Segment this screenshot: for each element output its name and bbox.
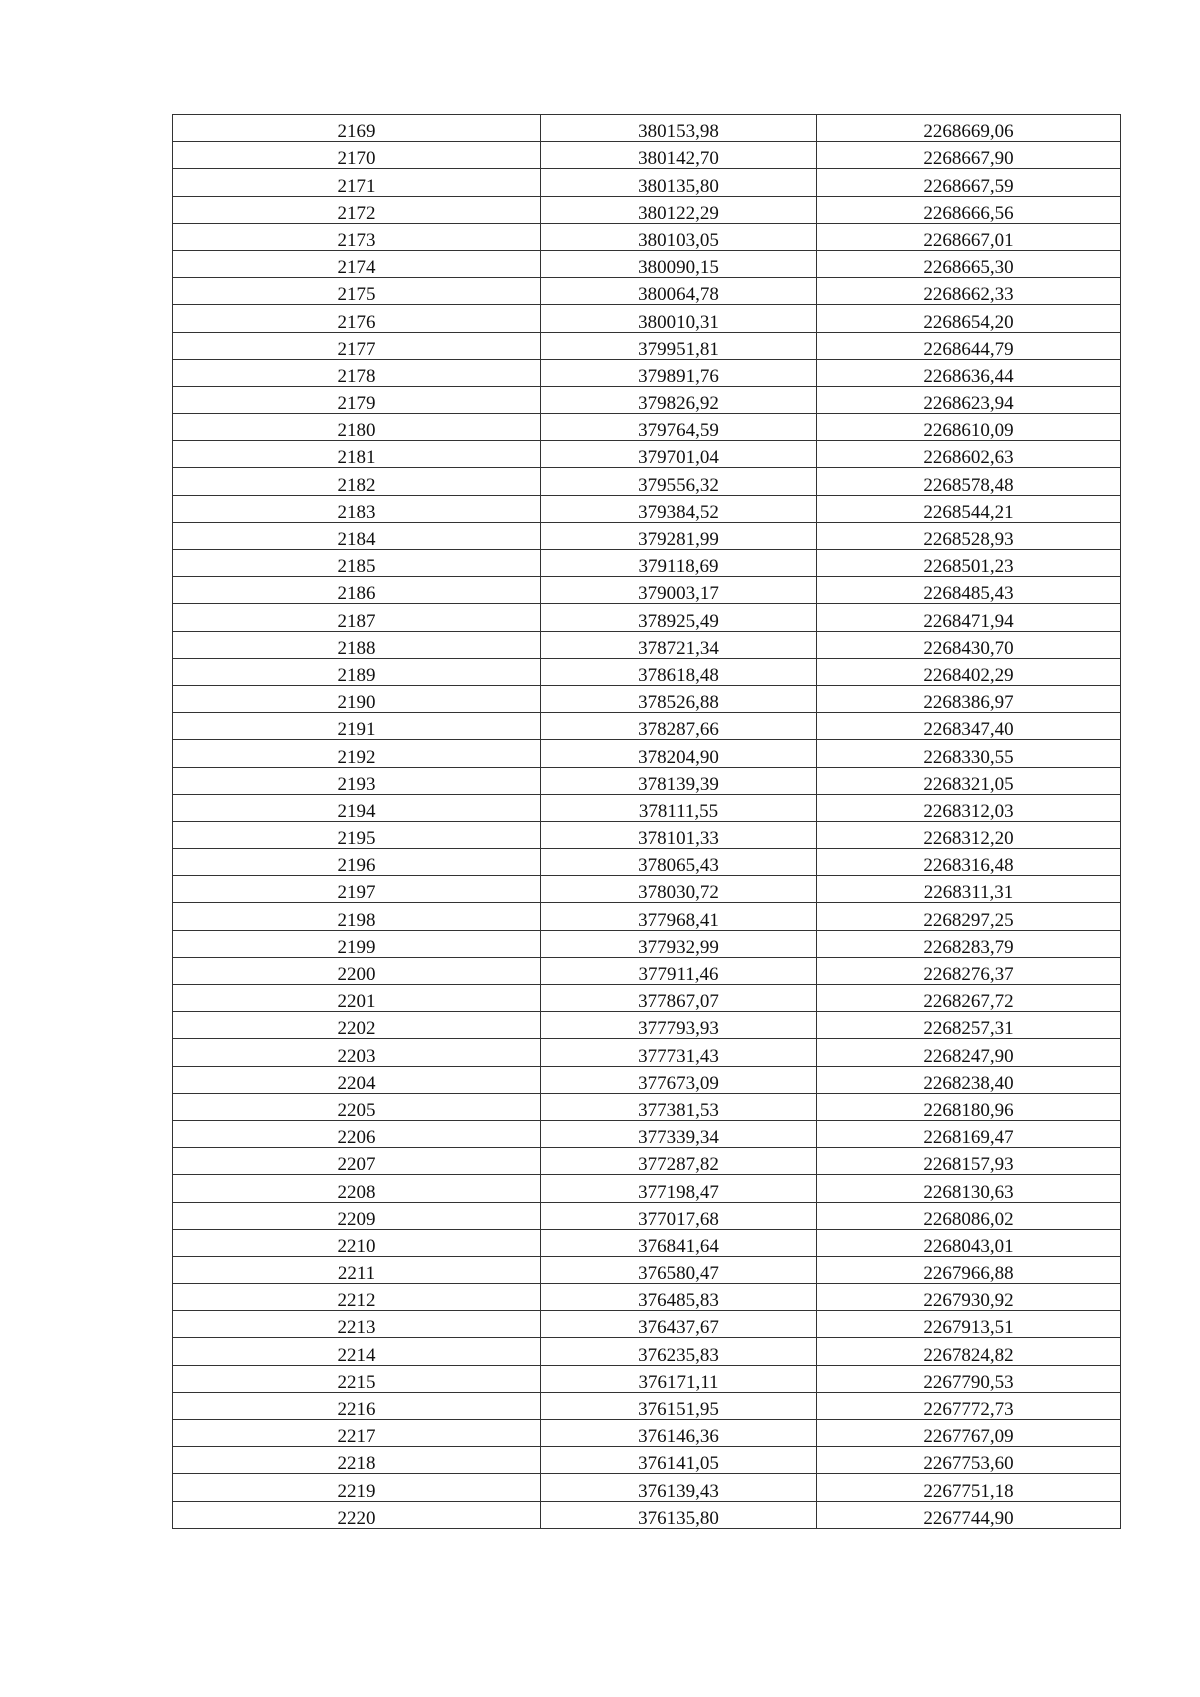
x-coordinate-cell: 376139,43: [541, 1474, 817, 1501]
x-coordinate-cell: 378204,90: [541, 740, 817, 767]
x-coordinate-cell: 380122,29: [541, 196, 817, 223]
y-coordinate-cell: 2268610,09: [817, 414, 1121, 441]
x-coordinate-cell: 379281,99: [541, 522, 817, 549]
y-coordinate-cell: 2268267,72: [817, 985, 1121, 1012]
x-coordinate-cell: 377867,07: [541, 985, 817, 1012]
y-coordinate-cell: 2268386,97: [817, 685, 1121, 712]
point-number-cell: 2183: [173, 495, 541, 522]
table-row: [173, 305, 1121, 332]
point-number-cell: 2211: [173, 1256, 541, 1283]
y-coordinate-cell: 2267824,82: [817, 1338, 1121, 1365]
point-number-cell: 2179: [173, 386, 541, 413]
y-coordinate-cell: 2268276,37: [817, 957, 1121, 984]
y-coordinate-cell: 2268666,56: [817, 196, 1121, 223]
point-number-cell: 2173: [173, 223, 541, 250]
point-number-cell: 2197: [173, 876, 541, 903]
table-row: [173, 468, 1121, 495]
table-row: [173, 115, 1121, 142]
x-coordinate-cell: 377731,43: [541, 1039, 817, 1066]
y-coordinate-cell: 2267744,90: [817, 1501, 1121, 1528]
y-coordinate-cell: 2268623,94: [817, 386, 1121, 413]
point-number-cell: 2213: [173, 1311, 541, 1338]
point-number-cell: 2219: [173, 1474, 541, 1501]
table-row: [173, 1148, 1121, 1175]
table-row: [173, 1256, 1121, 1283]
point-number-cell: 2205: [173, 1093, 541, 1120]
table-row: [173, 1338, 1121, 1365]
x-coordinate-cell: 377198,47: [541, 1175, 817, 1202]
table-row: [173, 278, 1121, 305]
table-row: [173, 821, 1121, 848]
y-coordinate-cell: 2268283,79: [817, 930, 1121, 957]
x-coordinate-cell: 377017,68: [541, 1202, 817, 1229]
table-row: [173, 876, 1121, 903]
table-row: [173, 223, 1121, 250]
table-row: [173, 794, 1121, 821]
point-number-cell: 2217: [173, 1420, 541, 1447]
y-coordinate-cell: 2268130,63: [817, 1175, 1121, 1202]
point-number-cell: 2220: [173, 1501, 541, 1528]
point-number-cell: 2176: [173, 305, 541, 332]
x-coordinate-cell: 379701,04: [541, 441, 817, 468]
y-coordinate-cell: 2268316,48: [817, 849, 1121, 876]
table-row: [173, 1311, 1121, 1338]
x-coordinate-cell: 379764,59: [541, 414, 817, 441]
x-coordinate-cell: 378287,66: [541, 713, 817, 740]
y-coordinate-cell: 2268312,20: [817, 821, 1121, 848]
y-coordinate-cell: 2268311,31: [817, 876, 1121, 903]
point-number-cell: 2206: [173, 1120, 541, 1147]
point-number-cell: 2189: [173, 658, 541, 685]
table-row: [173, 250, 1121, 277]
table-row: [173, 1392, 1121, 1419]
point-number-cell: 2174: [173, 250, 541, 277]
x-coordinate-cell: 379556,32: [541, 468, 817, 495]
x-coordinate-cell: 376151,95: [541, 1392, 817, 1419]
y-coordinate-cell: 2268043,01: [817, 1229, 1121, 1256]
point-number-cell: 2203: [173, 1039, 541, 1066]
x-coordinate-cell: 377339,34: [541, 1120, 817, 1147]
y-coordinate-cell: 2268644,79: [817, 332, 1121, 359]
y-coordinate-cell: 2268471,94: [817, 604, 1121, 631]
table-row: [173, 985, 1121, 1012]
point-number-cell: 2177: [173, 332, 541, 359]
point-number-cell: 2170: [173, 142, 541, 169]
point-number-cell: 2184: [173, 522, 541, 549]
x-coordinate-cell: 379118,69: [541, 550, 817, 577]
y-coordinate-cell: 2268662,33: [817, 278, 1121, 305]
point-number-cell: 2200: [173, 957, 541, 984]
x-coordinate-cell: 380103,05: [541, 223, 817, 250]
x-coordinate-cell: 377673,09: [541, 1066, 817, 1093]
y-coordinate-cell: 2268312,03: [817, 794, 1121, 821]
point-number-cell: 2194: [173, 794, 541, 821]
point-number-cell: 2215: [173, 1365, 541, 1392]
table-row: [173, 957, 1121, 984]
table-row: [173, 658, 1121, 685]
table-row: [173, 740, 1121, 767]
point-number-cell: 2207: [173, 1148, 541, 1175]
point-number-cell: 2175: [173, 278, 541, 305]
table-row: [173, 577, 1121, 604]
x-coordinate-cell: 380135,80: [541, 169, 817, 196]
table-row: [173, 1501, 1121, 1528]
y-coordinate-cell: 2267913,51: [817, 1311, 1121, 1338]
y-coordinate-cell: 2268544,21: [817, 495, 1121, 522]
point-number-cell: 2188: [173, 631, 541, 658]
table-row: [173, 1447, 1121, 1474]
point-number-cell: 2204: [173, 1066, 541, 1093]
table-row: [173, 441, 1121, 468]
x-coordinate-cell: 378925,49: [541, 604, 817, 631]
y-coordinate-cell: 2267772,73: [817, 1392, 1121, 1419]
table-row: [173, 849, 1121, 876]
y-coordinate-cell: 2268157,93: [817, 1148, 1121, 1175]
x-coordinate-cell: 380010,31: [541, 305, 817, 332]
table-row: [173, 414, 1121, 441]
point-number-cell: 2172: [173, 196, 541, 223]
table-row: [173, 930, 1121, 957]
x-coordinate-cell: 376485,83: [541, 1284, 817, 1311]
table-row: [173, 1093, 1121, 1120]
point-number-cell: 2210: [173, 1229, 541, 1256]
table-row: [173, 495, 1121, 522]
table-row: [173, 604, 1121, 631]
table-row: [173, 631, 1121, 658]
x-coordinate-cell: 378618,48: [541, 658, 817, 685]
x-coordinate-cell: 379003,17: [541, 577, 817, 604]
x-coordinate-cell: 378721,34: [541, 631, 817, 658]
point-number-cell: 2185: [173, 550, 541, 577]
x-coordinate-cell: 377968,41: [541, 903, 817, 930]
point-number-cell: 2202: [173, 1012, 541, 1039]
table-row: [173, 1365, 1121, 1392]
x-coordinate-cell: 376171,11: [541, 1365, 817, 1392]
table-row: [173, 713, 1121, 740]
y-coordinate-cell: 2268330,55: [817, 740, 1121, 767]
table-row: [173, 142, 1121, 169]
y-coordinate-cell: 2268257,31: [817, 1012, 1121, 1039]
table-row: [173, 359, 1121, 386]
x-coordinate-cell: 380090,15: [541, 250, 817, 277]
y-coordinate-cell: 2268669,06: [817, 115, 1121, 142]
x-coordinate-cell: 380142,70: [541, 142, 817, 169]
x-coordinate-cell: 378111,55: [541, 794, 817, 821]
x-coordinate-cell: 380153,98: [541, 115, 817, 142]
y-coordinate-cell: 2267751,18: [817, 1474, 1121, 1501]
point-number-cell: 2214: [173, 1338, 541, 1365]
x-coordinate-cell: 377287,82: [541, 1148, 817, 1175]
table-row: [173, 522, 1121, 549]
x-coordinate-cell: 378065,43: [541, 849, 817, 876]
y-coordinate-cell: 2268485,43: [817, 577, 1121, 604]
x-coordinate-cell: 379891,76: [541, 359, 817, 386]
table-row: [173, 169, 1121, 196]
y-coordinate-cell: 2268180,96: [817, 1093, 1121, 1120]
table-row: [173, 1039, 1121, 1066]
coordinates-table: [172, 114, 1121, 1529]
table-row: [173, 903, 1121, 930]
table-row: [173, 1202, 1121, 1229]
y-coordinate-cell: 2268528,93: [817, 522, 1121, 549]
y-coordinate-cell: 2267753,60: [817, 1447, 1121, 1474]
y-coordinate-cell: 2267790,53: [817, 1365, 1121, 1392]
y-coordinate-cell: 2268402,29: [817, 658, 1121, 685]
y-coordinate-cell: 2268086,02: [817, 1202, 1121, 1229]
coordinates-table-body: [173, 115, 1121, 1529]
x-coordinate-cell: 377793,93: [541, 1012, 817, 1039]
table-row: [173, 1474, 1121, 1501]
point-number-cell: 2212: [173, 1284, 541, 1311]
table-row: [173, 550, 1121, 577]
y-coordinate-cell: 2268578,48: [817, 468, 1121, 495]
x-coordinate-cell: 376135,80: [541, 1501, 817, 1528]
point-number-cell: 2192: [173, 740, 541, 767]
table-row: [173, 685, 1121, 712]
y-coordinate-cell: 2268667,01: [817, 223, 1121, 250]
x-coordinate-cell: 377911,46: [541, 957, 817, 984]
point-number-cell: 2182: [173, 468, 541, 495]
y-coordinate-cell: 2268238,40: [817, 1066, 1121, 1093]
table-row: [173, 1420, 1121, 1447]
y-coordinate-cell: 2268321,05: [817, 767, 1121, 794]
x-coordinate-cell: 376841,64: [541, 1229, 817, 1256]
y-coordinate-cell: 2268602,63: [817, 441, 1121, 468]
x-coordinate-cell: 377932,99: [541, 930, 817, 957]
x-coordinate-cell: 376146,36: [541, 1420, 817, 1447]
y-coordinate-cell: 2267930,92: [817, 1284, 1121, 1311]
table-row: [173, 1175, 1121, 1202]
y-coordinate-cell: 2268667,59: [817, 169, 1121, 196]
x-coordinate-cell: 378526,88: [541, 685, 817, 712]
y-coordinate-cell: 2268347,40: [817, 713, 1121, 740]
point-number-cell: 2195: [173, 821, 541, 848]
point-number-cell: 2191: [173, 713, 541, 740]
x-coordinate-cell: 379384,52: [541, 495, 817, 522]
y-coordinate-cell: 2268247,90: [817, 1039, 1121, 1066]
table-row: [173, 1012, 1121, 1039]
x-coordinate-cell: 376437,67: [541, 1311, 817, 1338]
point-number-cell: 2209: [173, 1202, 541, 1229]
y-coordinate-cell: 2268654,20: [817, 305, 1121, 332]
point-number-cell: 2193: [173, 767, 541, 794]
table-row: [173, 332, 1121, 359]
point-number-cell: 2190: [173, 685, 541, 712]
y-coordinate-cell: 2268636,44: [817, 359, 1121, 386]
point-number-cell: 2178: [173, 359, 541, 386]
table-row: [173, 767, 1121, 794]
point-number-cell: 2171: [173, 169, 541, 196]
point-number-cell: 2187: [173, 604, 541, 631]
y-coordinate-cell: 2268297,25: [817, 903, 1121, 930]
y-coordinate-cell: 2267966,88: [817, 1256, 1121, 1283]
point-number-cell: 2186: [173, 577, 541, 604]
point-number-cell: 2180: [173, 414, 541, 441]
table-row: [173, 1229, 1121, 1256]
x-coordinate-cell: 376580,47: [541, 1256, 817, 1283]
point-number-cell: 2198: [173, 903, 541, 930]
table-row: [173, 1284, 1121, 1311]
x-coordinate-cell: 377381,53: [541, 1093, 817, 1120]
x-coordinate-cell: 379951,81: [541, 332, 817, 359]
x-coordinate-cell: 376235,83: [541, 1338, 817, 1365]
point-number-cell: 2196: [173, 849, 541, 876]
point-number-cell: 2199: [173, 930, 541, 957]
table-row: [173, 1066, 1121, 1093]
table-row: [173, 386, 1121, 413]
point-number-cell: 2169: [173, 115, 541, 142]
point-number-cell: 2218: [173, 1447, 541, 1474]
y-coordinate-cell: 2267767,09: [817, 1420, 1121, 1447]
point-number-cell: 2181: [173, 441, 541, 468]
table-row: [173, 1120, 1121, 1147]
x-coordinate-cell: 380064,78: [541, 278, 817, 305]
x-coordinate-cell: 378030,72: [541, 876, 817, 903]
y-coordinate-cell: 2268430,70: [817, 631, 1121, 658]
y-coordinate-cell: 2268501,23: [817, 550, 1121, 577]
point-number-cell: 2208: [173, 1175, 541, 1202]
y-coordinate-cell: 2268169,47: [817, 1120, 1121, 1147]
y-coordinate-cell: 2268665,30: [817, 250, 1121, 277]
table-row: [173, 196, 1121, 223]
point-number-cell: 2201: [173, 985, 541, 1012]
x-coordinate-cell: 376141,05: [541, 1447, 817, 1474]
x-coordinate-cell: 379826,92: [541, 386, 817, 413]
y-coordinate-cell: 2268667,90: [817, 142, 1121, 169]
point-number-cell: 2216: [173, 1392, 541, 1419]
x-coordinate-cell: 378139,39: [541, 767, 817, 794]
x-coordinate-cell: 378101,33: [541, 821, 817, 848]
